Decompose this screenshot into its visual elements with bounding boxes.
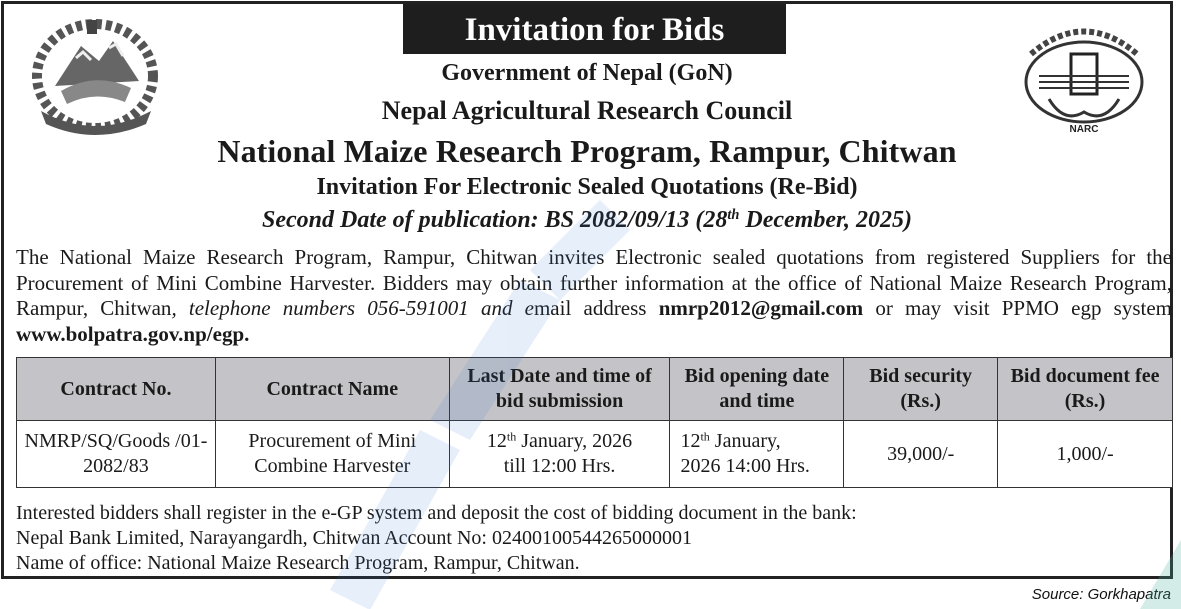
publication-date: Second Date of publication: BS 2082/09/13 (28th December, 2025) <box>262 207 912 233</box>
header-opening-date: Bid opening date and time <box>670 358 844 421</box>
program-heading: National Maize Research Program, Rampur, Chitwan <box>217 133 957 169</box>
telephone-text: telephone numbers 056-591001 and e <box>176 296 534 320</box>
footer-instructions <box>16 501 1166 576</box>
header-contract-name: Contract Name <box>215 358 449 421</box>
contract-no-cell: NMRP/SQ/Goods /01-2082/83 <box>17 421 216 488</box>
notice-subheading: Invitation For Electronic Sealed Quotations (Re-Bid) <box>316 174 858 200</box>
footer-line-register: Interested bidders shall register in the e-GP system and deposit the cost of bidding document in the bank: <box>16 502 857 524</box>
opening-date-cell: 12th January, 2026 14:00 Hrs. <box>670 421 844 488</box>
bid-notice <box>1 1 1173 579</box>
source-credit: Source: Gorkhapatra <box>1031 586 1171 603</box>
website-link[interactable]: www.bolpatra.gov.np/egp. <box>16 321 250 346</box>
table-row <box>17 421 1173 488</box>
header-bid-security: Bid security (Rs.) <box>844 358 998 421</box>
intro-paragraph: The National Maize Research Program, Rampur, Chitwan invites Electronic sealed quotations from registered Suppliers for the Procurement of Mini Combine Harvester. Bidders may obtain further information at the office of National Maize Research Program, Rampur, Chitwan, telephone numbers 056-591001 and email address nmrp2012@gmail.com or may visit PPMO egp system www.bolpatra.gov.np/egp. <box>16 245 1172 346</box>
footer-line-bank: Nepal Bank Limited, Narayangardh, Chitwan Account No: 02400100544265000001 <box>16 527 692 549</box>
government-heading: Government of Nepal (GoN) <box>441 60 733 86</box>
svg-text:NARC: NARC <box>1069 124 1099 134</box>
contract-name-cell: Procurement of Mini Combine Harvester <box>215 421 449 488</box>
footer-line-office: Name of office: National Maize Research Program, Rampur, Chitwan. <box>16 552 580 574</box>
last-date-cell: 12th January, 2026 till 12:00 Hrs. <box>449 421 670 488</box>
bid-security-cell: 39,000/- <box>844 421 998 488</box>
table-header-row <box>17 358 1173 421</box>
header-contract-no: Contract No. <box>17 358 216 421</box>
header-document-fee: Bid document fee (Rs.) <box>998 358 1173 421</box>
banner-title: Invitation for Bids <box>403 4 786 54</box>
council-heading: Nepal Agricultural Research Council <box>381 96 793 125</box>
document-fee-cell: 1,000/- <box>998 421 1173 488</box>
email-address[interactable]: nmrp2012@gmail.com <box>658 296 864 320</box>
header-last-date: Last Date and time of bid submission <box>449 358 670 421</box>
bid-table <box>16 357 1173 488</box>
